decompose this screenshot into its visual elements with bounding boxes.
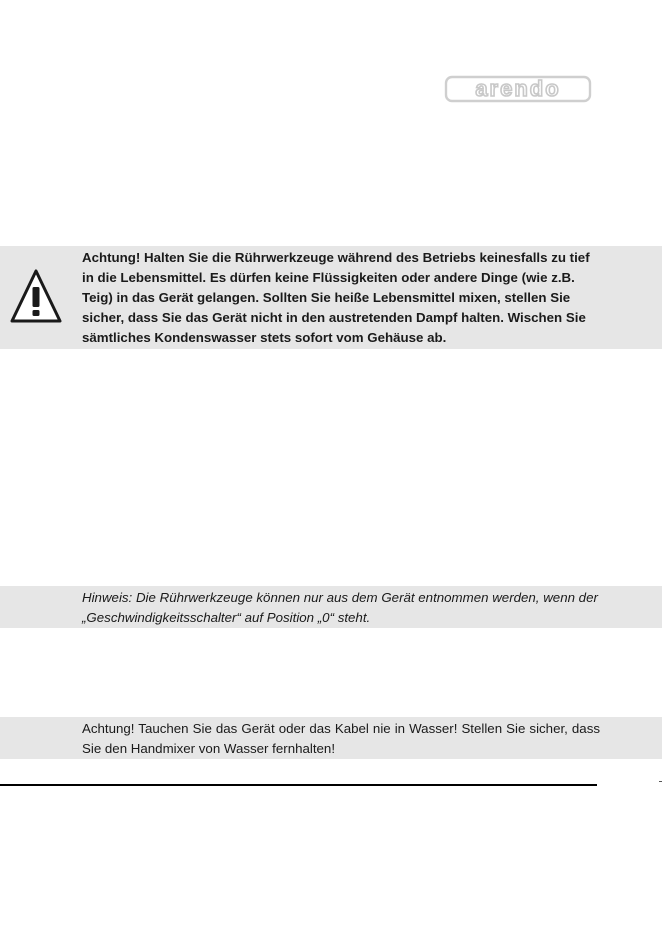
arendo-logo (444, 75, 592, 103)
warning-exclamation-icon (8, 265, 64, 327)
footer-rule (0, 784, 597, 786)
warning-main-text: Achtung! Halten Sie die Rührwerkzeuge während des Betriebs keinesfalls zu tief in die Lebensmittel. Es dürfen keine Flüssigkeiten oder andere Dinge (wie z.B. Teig) in das Gerät gelangen. Sollten Sie heiße Lebensmittel mixen, stellen Sie sicher, dass Sie das Gerät nicht in den austretenden Dampf halten. Wischen Sie sämtliches Kondenswasser stets sofort vom Gehäuse ab. (82, 250, 590, 345)
hint-text: Hinweis: Die Rührwerkzeuge können nur aus dem Gerät entnommen werden, wenn der „Geschwindigkeitsschalter“ auf Position „0“ steht. (82, 590, 598, 625)
warning-water-text: Achtung! Tauchen Sie das Gerät oder das Kabel nie in Wasser! Stellen Sie sicher, dass Sie den Handmixer von Wasser fernhalten! (82, 721, 600, 756)
hint-box (0, 586, 662, 628)
warning-box-main (0, 246, 662, 349)
logo-text: arendo (475, 76, 561, 101)
warning-box-water (0, 717, 662, 759)
